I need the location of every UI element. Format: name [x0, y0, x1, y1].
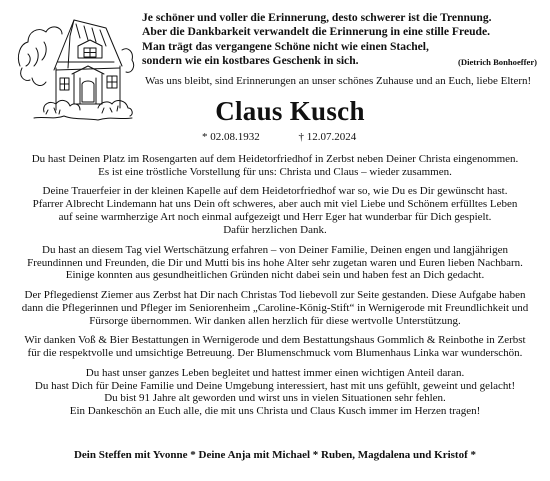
quote-author: (Dietrich Bonhoeffer) [458, 57, 537, 68]
text-line: für die respektvolle und umsichtige Betreuung. Der Blumenschmuck vom Blumenhaus Linka war wunderschön. [27, 347, 523, 360]
paragraph [8, 153, 542, 179]
text-line: Du bist 91 Jahre alt geworden und wirst uns in vielen Situationen sehr fehlen. [104, 392, 446, 405]
text-line: Deine Trauerfeier in der kleinen Kapelle auf dem Heidetorfriedhof war so, wie Du es Dir gewünscht hast. [42, 185, 508, 198]
paragraph [8, 334, 542, 360]
text-line: Der Pflegedienst Ziemer aus Zerbst hat Dir nach Christas Tod liebevoll zur Seite gestanden. Diese Aufgabe haben [24, 288, 526, 301]
text-line: Du hast unser ganzes Leben begleitet und hattest immer einen wichtigen Anteil daran. [85, 366, 465, 379]
text-line: dann die Pflegerinnen und Pfleger im Seniorenheim „Caroline-König-Stift“ in Wernigerode mit Freundlichkeit und [21, 301, 529, 314]
text-line: Wir danken Voß & Bier Bestattungen in Wernigerode und dem Bestattungshaus Gommlich & Reinbothe in Zerbst [24, 334, 526, 347]
quote-line [142, 54, 537, 68]
text-line: Pfarrer Albrecht Lindemann hat uns Dein oft schweres, aber auch mit viel Liebe und Schönem erfülltes Leben [32, 198, 518, 211]
paragraph [8, 367, 542, 419]
paragraph [8, 185, 542, 237]
text-line: Du hast Dich für Deine Familie und Deine Umgebung interessiert, hast mit uns gefühlt, geweint und gelacht! [34, 379, 516, 392]
motto: Was uns bleibt, sind Erinnerungen an unser schönes Zuhause und an Euch, liebe Eltern! [145, 75, 532, 87]
text-line: Es ist eine tröstliche Vorstellung für uns: Christa und Claus – wieder zusammen. [98, 165, 452, 178]
paragraph [8, 289, 542, 328]
quote-line: Man trägt das vergangene Schöne nicht wie einen Stachel, [142, 39, 429, 53]
quote-line: Je schöner und voller die Erinnerung, desto schwerer ist die Trennung. [142, 11, 492, 24]
house-illustration [14, 8, 136, 126]
text-line: Dafür herzlichen Dank. [223, 224, 327, 237]
quote-line-text: sondern wie ein kostbares Geschenk in sich. [142, 54, 359, 68]
paragraph [8, 244, 542, 283]
life-dates [199, 131, 379, 143]
quote-line: Aber die Dankbarkeit verwandelt die Erinnerung in eine stille Freude. [142, 25, 491, 39]
death-date: † 12.07.2024 [298, 131, 357, 143]
text-line: auf seine warmherzige Art noch einmal aufgezeigt und Herr Eger hat wunderbar für Dich gespielt. [58, 211, 492, 224]
body-text [8, 153, 542, 425]
text-line: Fürsorge übernommen. Wir danken allen herzlich für diese wertvolle Unterstützung. [89, 314, 461, 327]
text-line: Einige konnten aus gesundheitlichen Gründen nicht dabei sein und haben fest an Dich gedacht. [65, 269, 485, 282]
text-line: Du hast Deinen Platz im Rosengarten auf dem Heidetorfriedhof in Zerbst neben Deiner Christa eingenommen. [31, 153, 519, 165]
birth-date: * 02.08.1932 [202, 131, 260, 143]
text-line: Ein Dankeschön an Euch alle, die mit uns Christa und Claus Kusch immer im Herzen tragen! [69, 405, 481, 418]
deceased-name: Claus Kusch [215, 96, 365, 126]
quote-block [142, 11, 537, 69]
text-line: Freundinnen und Freunden, die Dir und Mutti bis ins hohe Alter sehr zugetan waren und Euren lieben Nachbarn. [27, 256, 523, 269]
text-line: Du hast an diesem Tag viel Wertschätzung erfahren – von Deiner Familie, Deinen engen und langjährigen [42, 243, 508, 256]
signature: Dein Steffen mit Yvonne * Deine Anja mit Michael * Ruben, Magdalena und Kristof * [73, 449, 476, 461]
